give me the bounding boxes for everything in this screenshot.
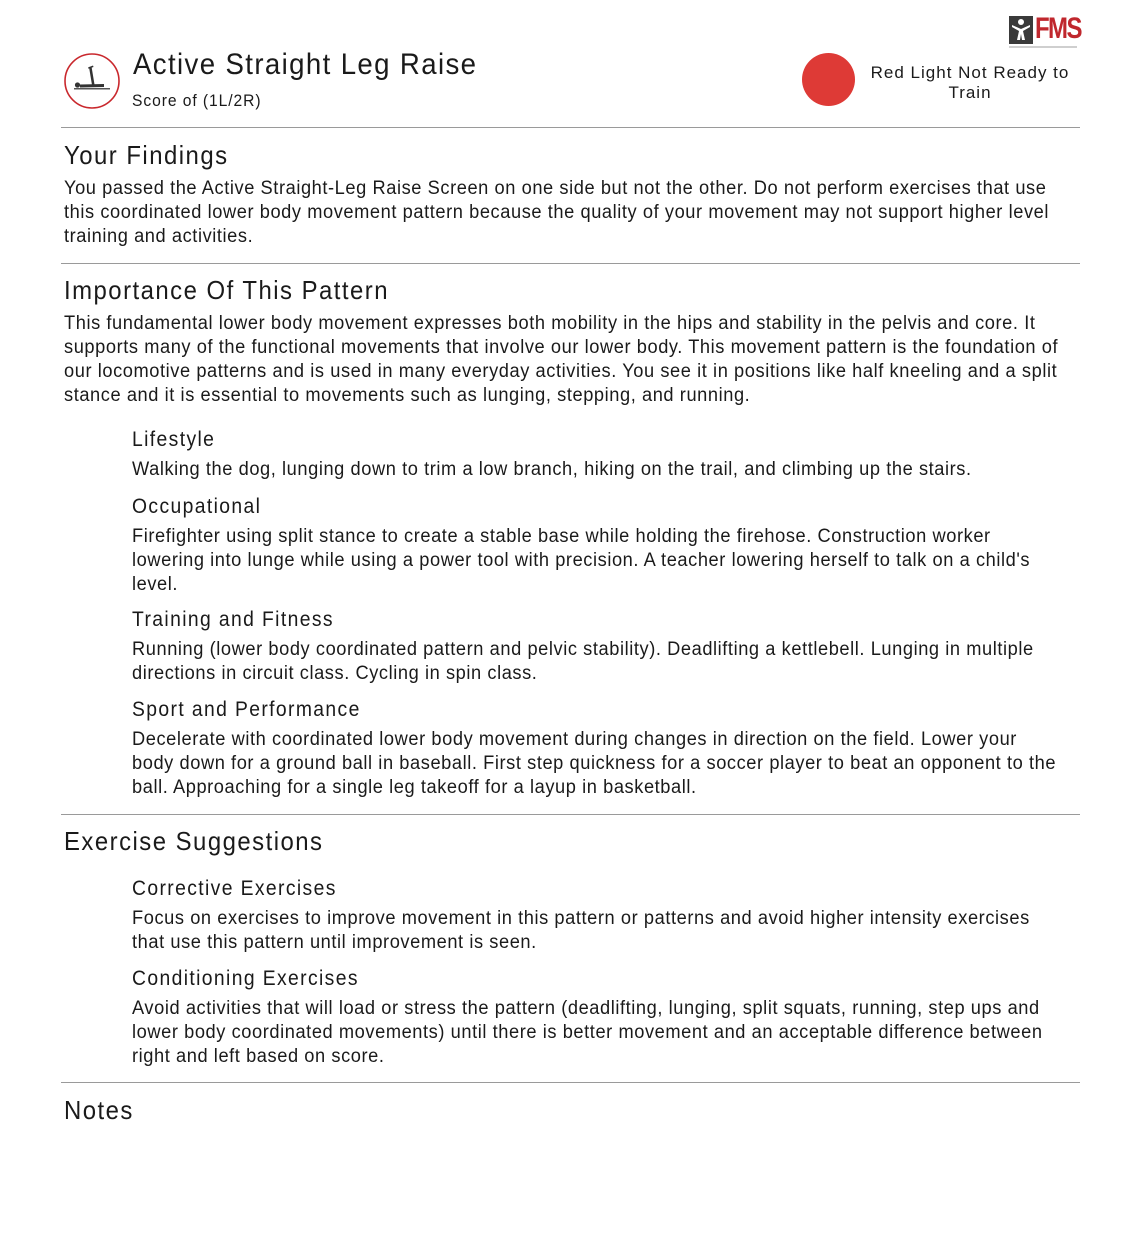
training-body: Running (lower body coordinated pattern and pelvic stability). Deadlifting a kettlebell. Lunging in multiple directions in circuit class. Cycling in spin class. [132,639,1034,684]
leg-raise-icon [64,53,120,109]
importance-body: This fundamental lower body movement expresses both mobility in the hips and stability in the pelvis and core. It supports many of the functional movements that involve our lower body. This movement pattern is the foundation of our locomotive patterns and is used in many everyday activities. You see it in positions like half kneeling and a split stance and it is essential to movements such as lunging, stepping, and running. [64,313,1059,406]
sport-body: Decelerate with coordinated lower body movement during changes in direction on the field. Lower your body down for a ground ball in baseball. First step quickness for a soccer player to beat an opponent to the ball. Approaching for a single leg takeoff for a layup in basketball. [132,729,1057,798]
logo-underline [1009,46,1077,48]
conditioning-title: Conditioning Exercises [132,967,359,990]
fms-logo [1009,12,1081,48]
training-title: Training and Fitness [132,608,334,631]
importance-title: Importance Of This Pattern [64,275,390,305]
status-label: Red Light Not Ready to Train [870,63,1070,102]
page-title: Active Straight Leg Raise [133,48,478,81]
corrective-title: Corrective Exercises [132,877,337,900]
divider [61,1082,1080,1083]
findings-body: You passed the Active Straight-Leg Raise Screen on one side but not the other. Do not perform exercises that use this coordinated lower body movement pattern because the quality of your movement may not support higher level training and activities. [64,178,1049,247]
exercise-title: Exercise Suggestions [64,826,324,856]
fms-figure-icon [1009,16,1033,44]
occupational-body: Firefighter using split stance to create a stable base while holding the firehose. Construction worker lowering into lunge while using a power tool with precision. A teacher lowering herself to talk on a child's level. [132,526,1031,595]
lifestyle-body: Walking the dog, lunging down to trim a low branch, hiking on the trail, and climbing up the stairs. [132,459,972,480]
corrective-body: Focus on exercises to improve movement in this pattern or patterns and avoid higher intensity exercises that use this pattern until improvement is seen. [132,908,1030,953]
divider [61,814,1080,815]
score-text: Score of (1L/2R) [132,91,262,110]
lifestyle-title: Lifestyle [132,428,216,451]
sport-title: Sport and Performance [132,698,361,721]
occupational-title: Occupational [132,495,262,518]
findings-title: Your Findings [64,140,229,170]
divider [61,127,1080,128]
red-light-indicator [802,53,855,106]
divider [61,263,1080,264]
conditioning-body: Avoid activities that will load or stress the pattern (deadlifting, lunging, split squats, running, step ups and lower body coordinated movements) until there is better movement and an acceptable difference between right and left based on score. [132,998,1043,1067]
notes-title: Notes [64,1095,134,1125]
fms-logo-text: FMS [1035,12,1081,45]
